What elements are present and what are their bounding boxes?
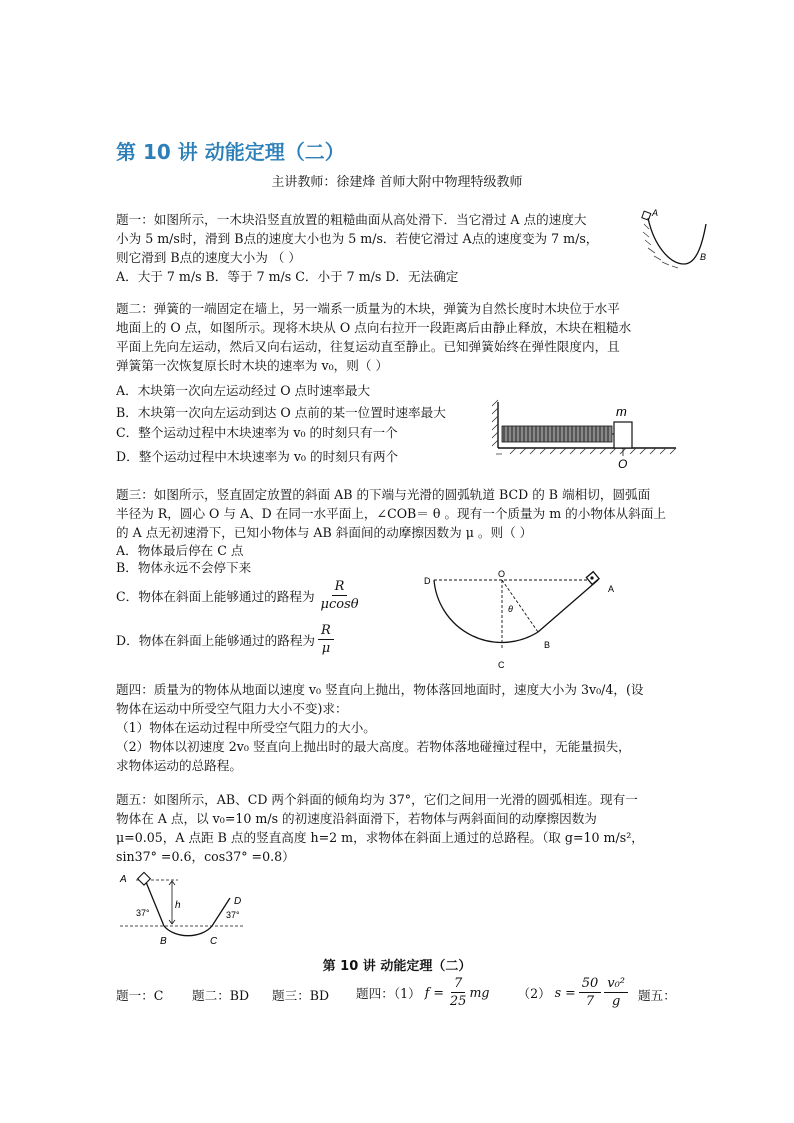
answer-4-2-fraction-b bbox=[604, 975, 628, 1010]
fraction-denominator: 25 bbox=[449, 994, 467, 1009]
q3-option-d-fraction bbox=[318, 622, 334, 657]
q5-label-angle-left: 37° bbox=[136, 908, 150, 918]
q4-line: 题四：质量为的物体从地面以速度 v₀ 竖直向上抛出，物体落回地面时，速度大小为 3v₀/4，(设 bbox=[116, 682, 644, 697]
q5-line: μ=0.05，A 点距 B 点的竖直高度 h=2 m，求物体在斜面上通过的总路程。（取 g=10 m/s²， bbox=[116, 830, 644, 845]
q5-label-h: h bbox=[175, 900, 181, 911]
answer-1: 题一：C bbox=[116, 988, 164, 1003]
q1-text bbox=[116, 210, 598, 267]
answers-title: 第 10 讲 动能定理（二） bbox=[322, 959, 472, 974]
teacher-line: 主讲教师：徐建烽 首师大附中物理特级教师 bbox=[271, 175, 523, 190]
fraction-denominator: g bbox=[611, 994, 621, 1009]
q5-line: 题五：如图所示，AB、CD 两个斜面的倾角均为 37°，它们之间用一光滑的圆弧相连。现有一 bbox=[116, 792, 638, 807]
q2-option-d: D．整个运动过程中木块速率为 v₀ 的时刻只有两个 bbox=[116, 449, 399, 464]
q5-incline-figure bbox=[116, 868, 256, 952]
q2-label-o: O bbox=[618, 457, 628, 470]
q2-label-m: m bbox=[616, 404, 627, 419]
q3-text bbox=[116, 485, 666, 542]
q2-spring-figure bbox=[490, 398, 680, 470]
fraction-denominator: μcosθ bbox=[320, 597, 359, 612]
fraction-numerator: v₀² bbox=[604, 975, 628, 993]
q3-line: 题三：如图所示，竖直固定放置的斜面 AB 的下端与光滑的圆弧轨道 BCD 的 B 端相切，圆弧面 bbox=[116, 487, 651, 502]
q1-line: 小为 5 m/s时，滑到 B点的速度大小也为 5 m/s．若使它滑过 A点的速度变为 7 m/s， bbox=[116, 231, 599, 246]
answer-5: 题五： bbox=[638, 988, 676, 1003]
fraction-numerator: R bbox=[318, 622, 334, 640]
q4-line: 物体在运动中所受空气阻力大小不变)求： bbox=[116, 701, 348, 716]
q1-line: 则它滑到 B点的速度大小为 （ ） bbox=[116, 250, 301, 265]
q3-option-c-text: C．物体在斜面上能够通过的路程为 bbox=[116, 589, 315, 604]
q1-curve-figure bbox=[640, 206, 712, 270]
q3-line: 半径为 R，圆心 O 与 A、D 在同一水平面上，∠COB＝ θ 。现有一个质量为 m 的小物体从斜面上 bbox=[116, 506, 666, 521]
q5-label-angle-right: 37° bbox=[226, 910, 240, 920]
answer-4-2-label: （2） bbox=[517, 986, 551, 1001]
q3-arc-figure bbox=[420, 570, 620, 674]
fraction-numerator: 50 bbox=[579, 975, 602, 993]
answer-4-1-fraction bbox=[447, 975, 470, 1010]
q5-line: 物体在 A 点，以 v₀=10 m/s 的初速度沿斜面滑下，若物体与两斜面间的动摩擦因数为 bbox=[116, 811, 597, 826]
q3-label-o: O bbox=[498, 570, 506, 579]
q1-line: 题一：如图所示，一木块沿竖直放置的粗糙曲面从高处滑下．当它滑过 A 点的速度大 bbox=[116, 212, 587, 227]
q1-label-b: B bbox=[700, 252, 707, 262]
q3-option-a: A．物体最后停在 C 点 bbox=[116, 543, 244, 558]
q2-line: 地面上的 O 点，如图所示。现将木块从 O 点向右拉开一段距离后由静止释放，木块在粗糙水 bbox=[116, 320, 632, 335]
q5-label-d: D bbox=[234, 896, 242, 907]
answer-2: 题二：BD bbox=[192, 988, 250, 1003]
q3-option-c-fraction bbox=[318, 578, 362, 613]
q3-option-d bbox=[116, 622, 334, 657]
q2-option-b: B．木块第一次向左运动到达 O 点前的某一位置时速率最大 bbox=[116, 405, 446, 420]
q4-line: （2）物体以初速度 2v₀ 竖直向上抛出时的最大高度。若物体落地碰撞过程中，无能量损失， bbox=[116, 739, 631, 754]
q2-option-a: A．木块第一次向左运动经过 O 点时速率最大 bbox=[116, 383, 371, 398]
q3-label-d: D bbox=[424, 576, 431, 586]
answer-4-1-lhs: f = bbox=[424, 985, 444, 1000]
q5-text bbox=[116, 790, 644, 866]
q3-label-a: A bbox=[608, 584, 615, 594]
page-title: 第 10 讲 动能定理（二） bbox=[116, 140, 345, 164]
q5-line: sin37° =0.6，cos37° =0.8） bbox=[116, 849, 295, 864]
q5-label-c: C bbox=[210, 936, 218, 947]
q3-label-b: B bbox=[544, 640, 551, 650]
q3-label-c: C bbox=[498, 660, 505, 670]
answer-4 bbox=[356, 975, 628, 1010]
q2-line: 平面上先向左运动，然后又向右运动，往复运动直至静止。已知弹簧始终在弹性限度内，且 bbox=[116, 339, 620, 354]
q3-option-c bbox=[116, 578, 362, 613]
q1-options: A．大于 7 m/s B．等于 7 m/s C．小于 7 m/s D．无法确定 bbox=[116, 269, 459, 284]
fraction-numerator: R bbox=[332, 578, 348, 596]
answer-4-1-tail: mg bbox=[469, 985, 490, 1000]
fraction-denominator: 7 bbox=[585, 994, 595, 1009]
q3-line: 的 A 点无初速滑下，已知小物体与 AB 斜面间的动摩擦因数为 μ 。则（ ） bbox=[116, 525, 533, 540]
fraction-denominator: μ bbox=[321, 641, 331, 656]
fraction-numerator: 7 bbox=[451, 975, 465, 993]
answer-4-2-lhs: s = bbox=[554, 985, 576, 1000]
q3-option-b: B．物体永远不会停下来 bbox=[116, 560, 252, 575]
q4-text bbox=[116, 680, 644, 775]
q1-label-a: A bbox=[652, 208, 659, 218]
q2-text bbox=[116, 299, 631, 375]
q2-line: 题二：弹簧的一端固定在墙上，另一端系一质量为的木块，弹簧为自然长度时木块位于水平 bbox=[116, 301, 620, 316]
q5-label-b: B bbox=[160, 936, 167, 947]
q5-label-a: A bbox=[120, 874, 127, 885]
q4-line: （1）物体在运动过程中所受空气阻力的大小。 bbox=[116, 720, 376, 735]
q3-option-d-text: D．物体在斜面上能够通过的路程为 bbox=[116, 633, 316, 648]
answer-3: 题三：BD bbox=[272, 988, 330, 1003]
q2-line: 弹簧第一次恢复原长时木块的速率为 v₀，则（ ） bbox=[116, 358, 389, 373]
answer-4-label: 题四：（1） bbox=[356, 986, 421, 1001]
answer-4-2-fraction-a bbox=[579, 975, 602, 1010]
q4-line: 求物体运动的总路程。 bbox=[116, 758, 242, 773]
q2-option-c: C．整个运动过程中木块速率为 v₀ 的时刻只有一个 bbox=[116, 425, 398, 440]
q3-label-theta: θ bbox=[508, 604, 513, 614]
